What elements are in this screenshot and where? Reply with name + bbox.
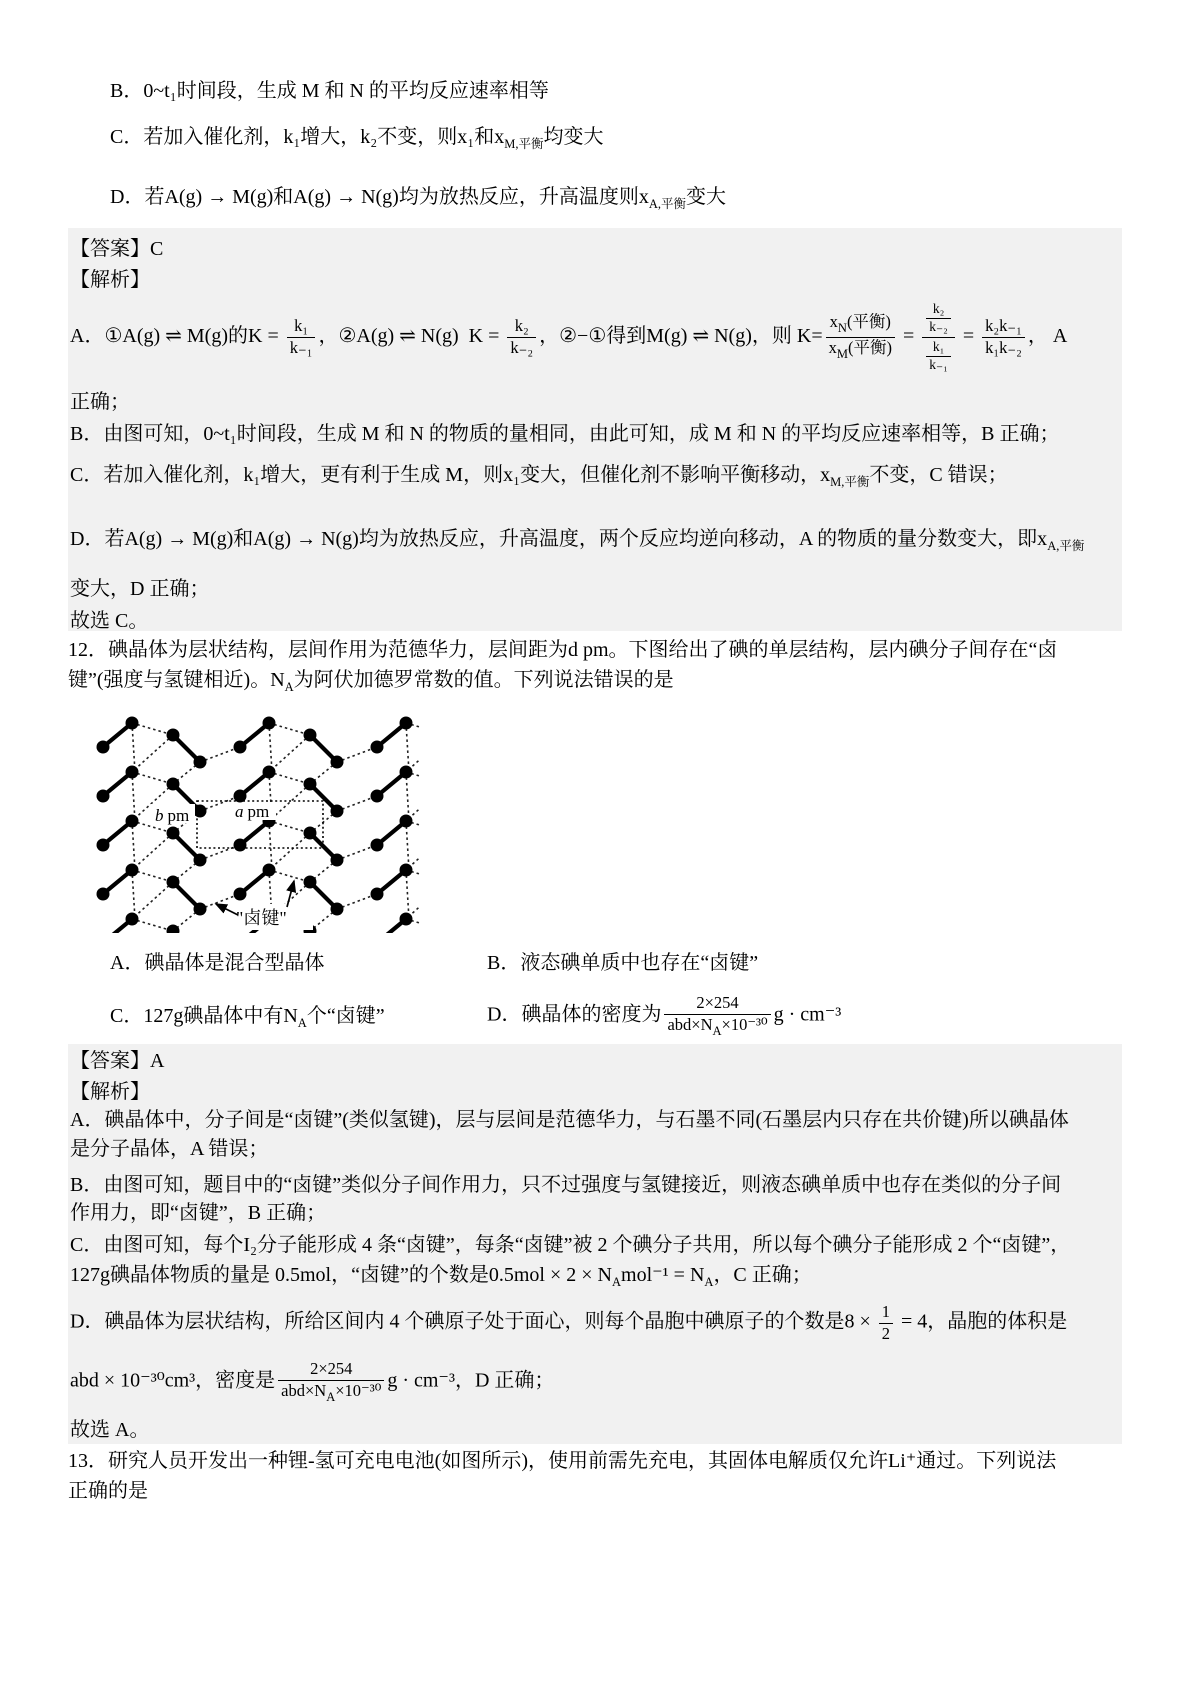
q11-analysis-a2: 正确； <box>70 391 130 413</box>
q12-analysis-d1: D．碘晶体为层状结构，所给区间内 4 个碘原子处于面心，则每个晶胞中碘原子的个数是8 × $\frac{1}{2}$ = 4，晶胞的体积是 <box>70 1302 1068 1343</box>
q11-analysis-label: 【解析】 <box>70 269 150 291</box>
q11-analysis-a: A．①A(g) ⇌ M(g)的K = $\frac{\text{k₁}}{\text{k₋₁}}$ ，②A(g) ⇌ N(g) K = $\frac{\text{k₂}}{\text{k₋₂}}$ ，②−①得到M(g) ⇌ N(g)，则 K= $\frac{x_N(平衡)}{x_M(平衡)}$ = $\frac{\frac{\text{k₂}}{\text{k₋₂}}}{\frac{\text{k₁}}{\text{k₋₁}}}$ = $\frac{\text{k₂k₋₁}}{\text{k₁k₋₂}}$ ， A <box>70 300 1067 375</box>
q12-analysis-b2: 作用力，即“卤键”，B 正确； <box>70 1202 327 1224</box>
q12-analysis-c2: 127g碘晶体物质的量是 0.5mol，“卤键”的个数是$0.5mol \times 2 \times N_Amol^{-1} = N_A$，C 正确； <box>70 1264 812 1289</box>
halogen-bond-label: "卤键" <box>236 908 287 928</box>
q11-answer: 【答案】C <box>70 238 164 260</box>
q13-stem-1: 13．研究人员开发出一种锂-氢可充电电池(如图所示)，使用前需先充电，其固体电解质仅允许Li⁺通过。下列说法 <box>68 1450 1057 1472</box>
q11-analysis-d2: 变大，D 正确； <box>70 578 210 600</box>
cell-width-label: a pm <box>235 802 270 821</box>
q11-analysis-d: D．若A(g) → M(g)和A(g) → N(g)均为放热反应，升高温度，两个反应均逆向移动，A 的物质的量分数变大，即$x_{A,平衡}$ <box>70 528 1085 553</box>
q11-option-d: D．若A(g) → M(g)和A(g) → N(g)均为放热反应，升高温度则$x_{A,平衡}$变大 <box>110 186 726 211</box>
q11-option-b: B．0~t₁时间段，生成 M 和 N 的平均反应速率相等 <box>110 80 549 102</box>
q12-option-a: A．碘晶体是混合型晶体 <box>110 952 325 974</box>
q12-option-c: C．127g碘晶体中有$N_A$个“卤键” <box>110 1005 385 1030</box>
q12-option-b: B．液态碘单质中也存在“卤键” <box>487 952 759 974</box>
q12-stem-1: 12．碘晶体为层状结构，层间作用为范德华力，层间距为d pm。下图给出了碘的单层结构，层内碘分子间存在“卤 <box>68 639 1058 661</box>
q11-analysis-c: C．若加入催化剂，k₁增大，更有利于生成 M，则x₁变大，但催化剂不影响平衡移动，$x_{M,平衡}$不变，C 错误； <box>70 464 1008 489</box>
cell-height-label: b pm <box>155 806 190 825</box>
q11-conclusion: 故选 C。 <box>70 610 149 632</box>
q12-answer: 【答案】A <box>70 1050 165 1072</box>
iodine-layer-diagram <box>85 703 420 933</box>
q12-analysis-label: 【解析】 <box>70 1081 150 1103</box>
q12-analysis-d2: abd × 10⁻³⁰cm³，密度是 $\frac{2\times 254}{abd\times N_A\times 10^{-30}}$ g · cm⁻³，D 正确； <box>70 1359 555 1404</box>
q12-analysis-a1: A．碘晶体中，分子间是“卤键”(类似氢键)，层与层间是范德华力，与石墨不同(石墨层内只存在共价键)所以碘晶体 <box>70 1109 1069 1131</box>
q11-analysis-b: B．由图可知，0~t₁时间段，生成 M 和 N 的物质的量相同，由此可知，成 M 和 N 的平均反应速率相等，B 正确； <box>70 423 1060 445</box>
q12-analysis-b1: B．由图可知，题目中的“卤键”类似分子间作用力，只不过强度与氢键接近，则液态碘单质中也存在类似的分子间 <box>70 1174 1062 1196</box>
q12-stem-2: 键”(强度与氢键相近)。$N_A$为阿伏加德罗常数的值。下列说法错误的是 <box>68 669 674 694</box>
q12-option-d: D．碘晶体的密度为 $\frac{2\times 254}{abd\times N_A\times 10^{-30}}$ g · cm⁻³ <box>487 993 842 1038</box>
q12-analysis-a2: 是分子晶体，A 错误； <box>70 1138 269 1160</box>
q11-option-c: C．若加入催化剂，k₁增大，k₂不变，则x₁和$x_{M,平衡}$均变大 <box>110 126 604 151</box>
q13-stem-2: 正确的是 <box>68 1480 148 1502</box>
q12-conclusion: 故选 A。 <box>70 1419 150 1441</box>
iodine-atoms <box>97 717 421 934</box>
q12-analysis-c1: C．由图可知，每个I₂分子能形成 4 条“卤键”，每条“卤键”被 2 个碘分子共用，所以每个碘分子能形成 2 个“卤键”， <box>70 1234 1071 1256</box>
